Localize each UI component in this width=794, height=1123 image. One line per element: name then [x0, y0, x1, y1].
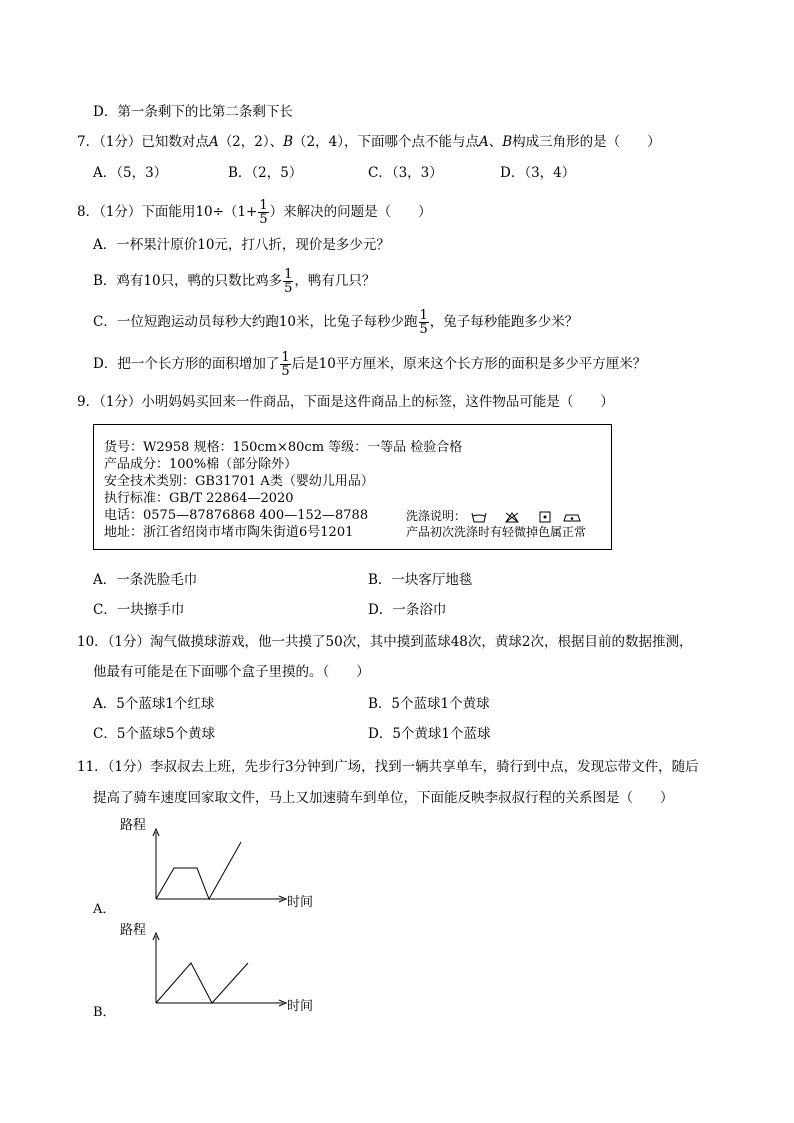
graph-a [93, 812, 333, 918]
label-line: 电话：0575—87876868 400—152—8788 [104, 508, 369, 523]
q7-stem: 7．（1分）已知数对点A（2，2）、B（2，4），下面哪个点不能与点A、B构成三角形的是（ ） [77, 134, 661, 150]
label-line: 地址：浙江省绍岗市堵市陶朱街道6号1201 [104, 525, 354, 540]
q7-option-a: A．（5，3） [93, 165, 168, 181]
graph-b-line [156, 963, 248, 1003]
q10-option-c: C．5个蓝球5个黄球 [93, 726, 216, 742]
wash-instructions [406, 508, 582, 524]
label-line: 执行标准：GB/T 22864—2020 [104, 491, 294, 506]
q9-option-c: C．一块擦手巾 [93, 602, 185, 618]
wash-tub-icon [472, 513, 486, 522]
graph-b-option-label: B． [93, 1005, 116, 1020]
q10-option-a: A．5个蓝球1个红球 [93, 696, 215, 712]
care-symbols-icon [470, 510, 582, 524]
q7-option-c: C．（3，3） [368, 165, 443, 181]
product-label [93, 424, 612, 550]
q8-option-b: B．鸡有10只，鸭的只数比鸡多 $\frac{1}{5}$ ，鸭有几只？ [93, 267, 376, 296]
q7-option-b: B．（2，5） [228, 165, 303, 181]
fraction: $\frac{1}{5}$ [281, 350, 290, 379]
q9-option-a: A．一条洗脸毛巾 [93, 572, 198, 588]
graph-b-ylabel: 路程 [120, 923, 147, 938]
label-line: 安全技术类别：GB31701 A类（婴幼儿用品） [104, 474, 374, 489]
q6-option-d: D．第一条剩下的比第二条剩下长 [93, 104, 293, 120]
q8-stem: 8．（1分）下面能用10÷（1+ $\frac{1}{5}$ ）来解决的问题是（ ） [77, 198, 432, 227]
q8-option-a: A．一杯果汁原价10元，打八折，现价是多少元？ [93, 237, 390, 253]
q9-option-d: D．一条浴巾 [368, 602, 447, 618]
graph-b [93, 916, 333, 1022]
fraction: $\frac{1}{5}$ [419, 308, 428, 337]
wash-title: 洗涤说明： [406, 509, 467, 523]
label-line: 产品成分：100%棉（部分除外） [104, 457, 298, 472]
graph-a-plot [93, 812, 333, 918]
q8-option-c: C．一位短跑运动员每秒大约跑10米，比兔子每秒少跑 $\frac{1}{5}$ ，兔子每秒能跑多少米？ [93, 308, 579, 337]
label-line: 货号：W2958 规格：150cm×80cm 等级：一等品 检验合格 [104, 440, 463, 455]
q10-option-b: B．5个蓝球1个黄球 [368, 696, 490, 712]
q8-option-d: D．把一个长方形的面积增加了 $\frac{1}{5}$ 后是10平方厘米，原来这个长方形的面积是多少平方厘米？ [93, 350, 647, 379]
graph-b-xlabel: 时间 [287, 999, 314, 1014]
graph-a-ylabel: 路程 [120, 818, 147, 833]
graph-a-xlabel: 时间 [287, 895, 314, 910]
fraction: $\frac{1}{5}$ [259, 198, 268, 227]
fraction: $\frac{1}{5}$ [284, 267, 293, 296]
graph-a-option-label: A． [93, 902, 116, 917]
q11-stem-line1: 11．（1分）李叔叔去上班，先步行3分钟到广场，找到一辆共享单车，骑行到中点，发现忘带文件，随后 [77, 759, 699, 775]
q10-option-d: D．5个黄球1个蓝球 [368, 726, 491, 742]
q9-option-b: B．一块客厅地毯 [368, 572, 473, 588]
q9-stem: 9．（1分）小明妈妈买回来一件商品，下面是这件商品上的标签，这件物品可能是（ ） [77, 394, 614, 410]
wash-note: 产品初次洗涤时有轻微掉色属正常 [406, 525, 587, 539]
graph-b-plot [93, 916, 333, 1022]
q7-option-d: D．（3，4） [500, 165, 576, 181]
q10-stem-line1: 10．（1分）淘气做摸球游戏，他一共摸了50次，其中摸到蓝球48次，黄球2次，根据目前的数据推测， [77, 634, 693, 650]
q10-stem-line2: 他最有可能是在下面哪个盒子里摸的。（ ） [93, 664, 370, 680]
graph-a-line [156, 842, 241, 899]
q11-stem-line2: 提高了骑车速度回家取文件，马上又加速骑车到单位，下面能反映李叔叔行程的关系图是（ ） [93, 790, 674, 806]
